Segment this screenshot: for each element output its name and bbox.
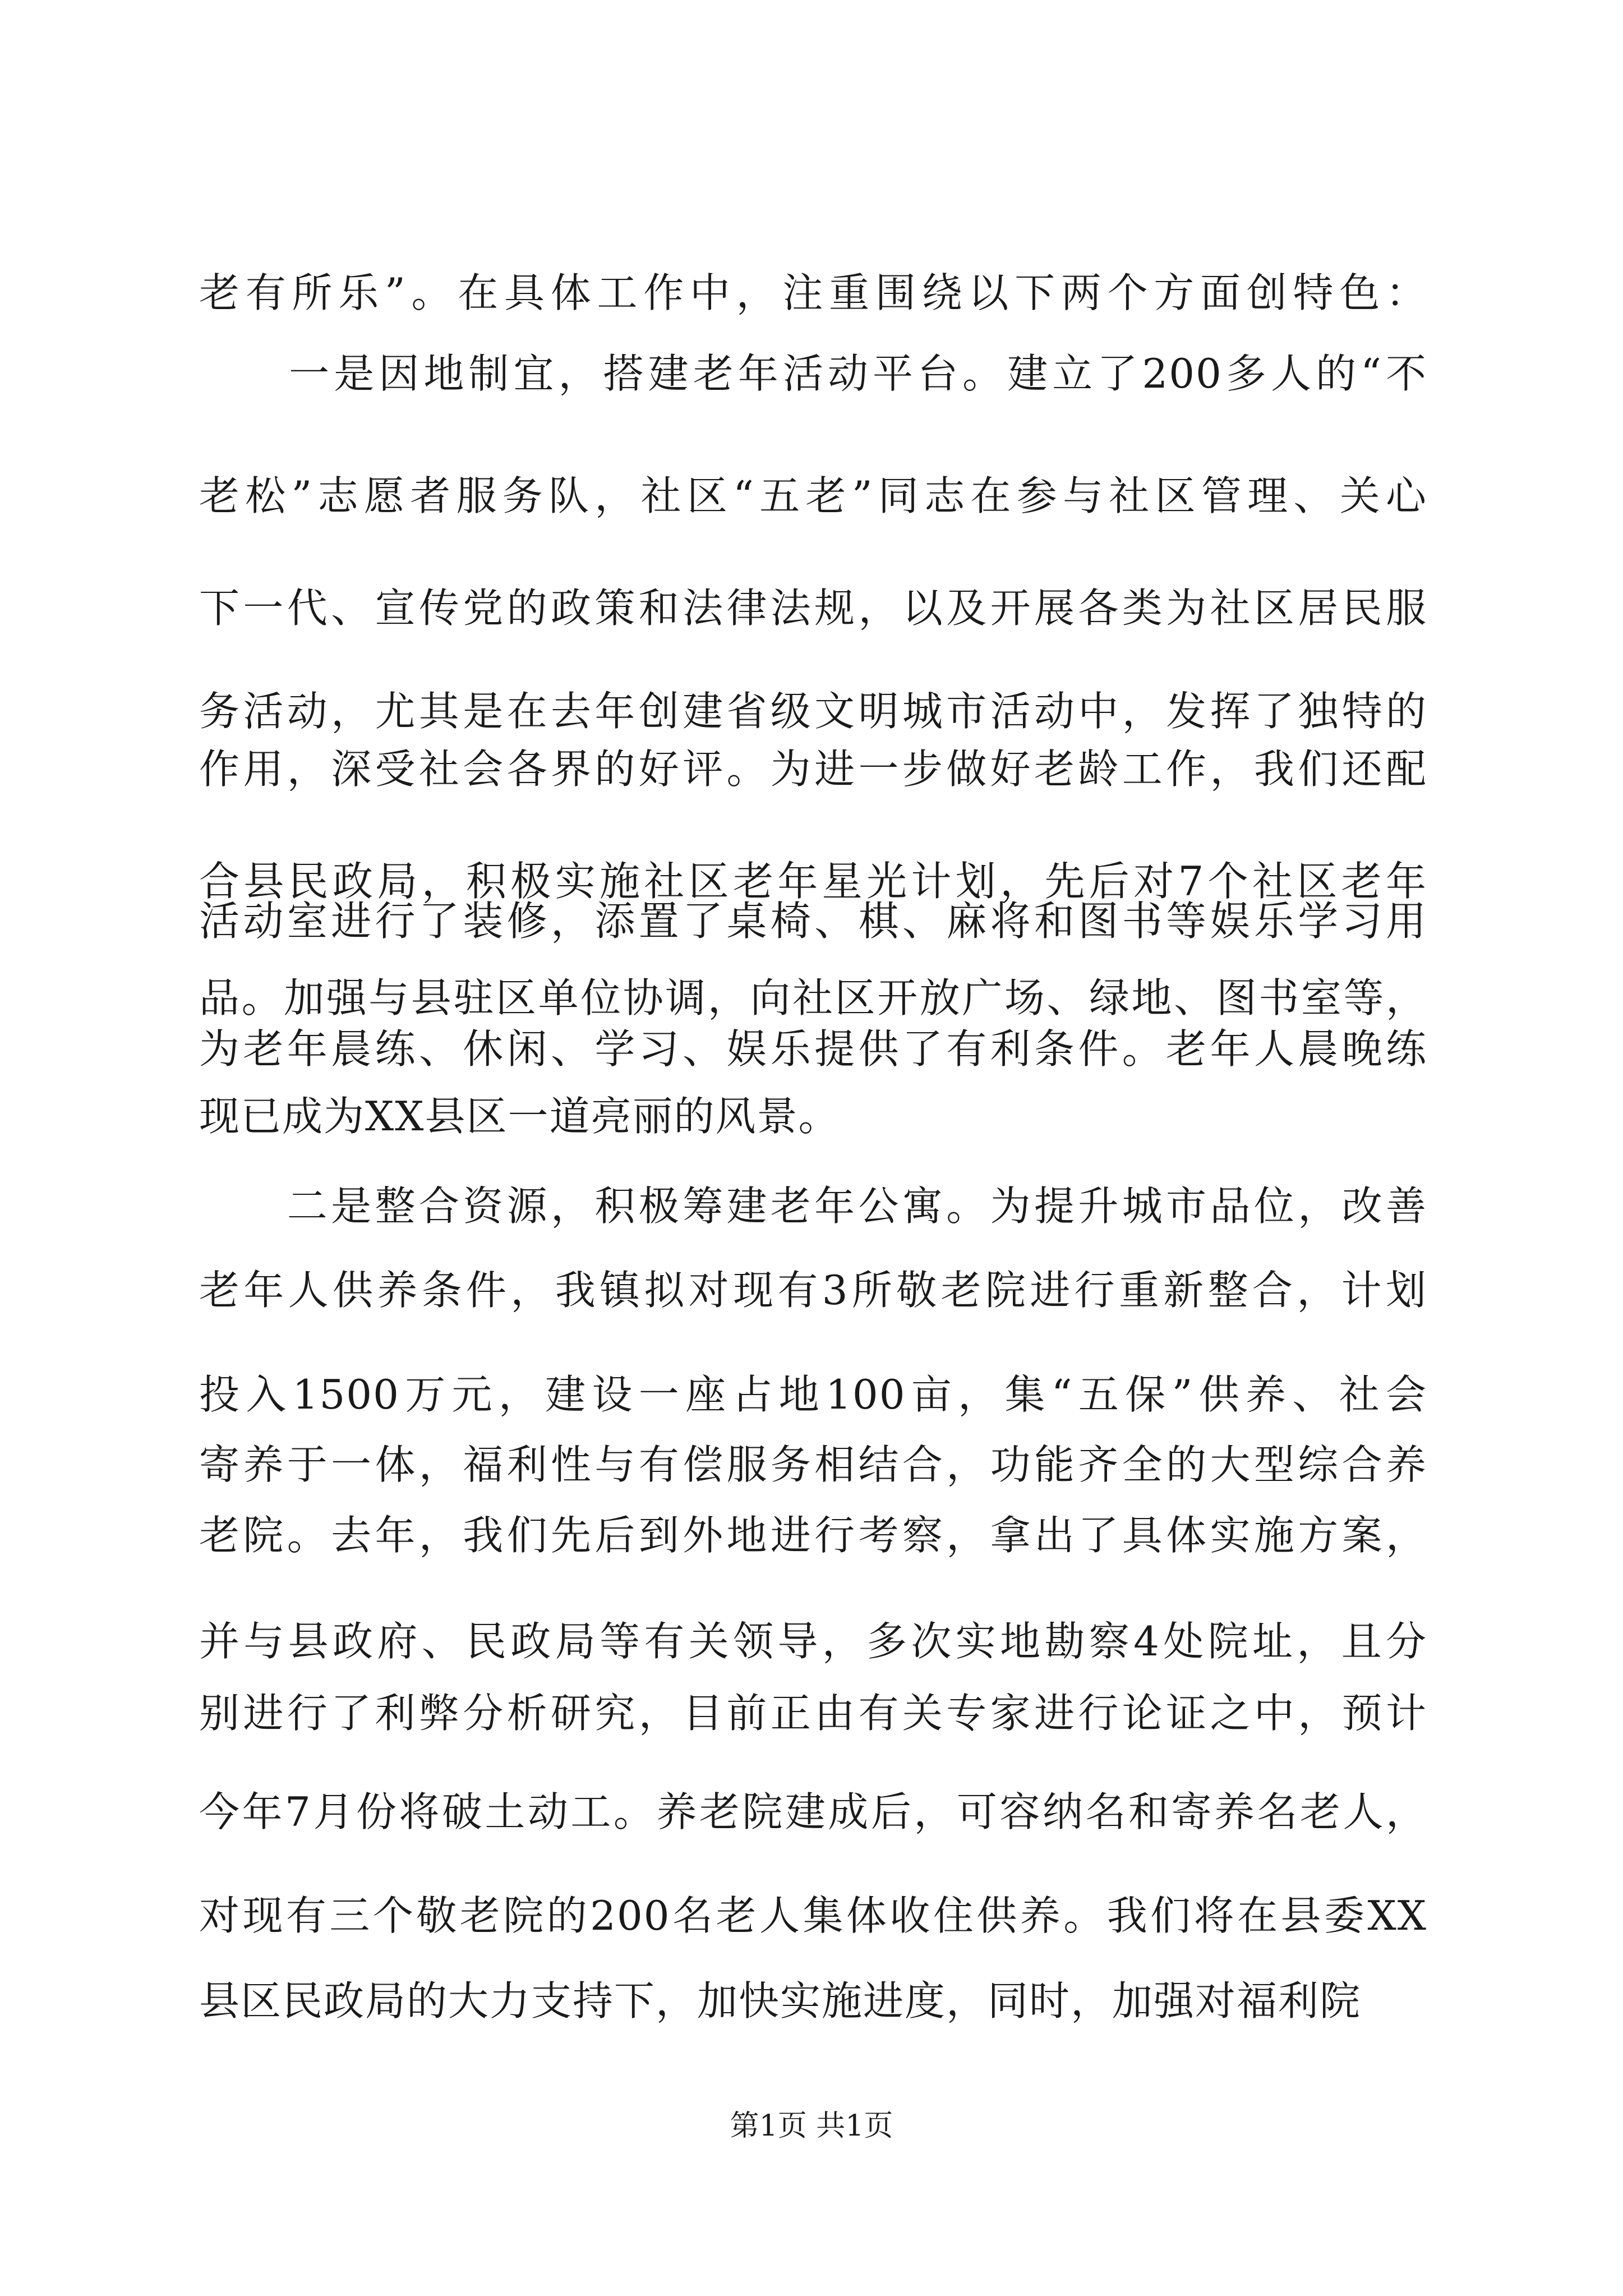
text-line: 别进行了利弊分析研究，目前正由有关专家进行论证之中，预计 (199, 1690, 1427, 1737)
text-line: 老松”志愿者服务队，社区“五老”同志在参与社区管理、关心 (199, 472, 1427, 519)
text-line: 作用，深受社会各界的好评。为进一步做好老龄工作，我们还配 (199, 746, 1427, 793)
text-line: 活动室进行了装修，添置了桌椅、棋、麻将和图书等娱乐学习用 (199, 898, 1427, 945)
text-line: 今年7月份将破土动工。养老院建成后，可容纳名和寄养名老人， (199, 1788, 1427, 1835)
text-line: 投入1500万元，建设一座占地100亩，集“五保”供养、社会 (199, 1371, 1427, 1418)
text-line: 对现有三个敬老院的200名老人集体收住供养。我们将在县委XX (199, 1892, 1427, 1939)
page-footer: 第1页 共1页 (730, 2109, 893, 2143)
text-line: 县区民政局的大力支持下，加快实施进度，同时，加强对福利院 (199, 1977, 1362, 2024)
text-line: 为老年晨练、休闲、学习、娱乐提供了有利条件。老年人晨晚练 (199, 1025, 1427, 1073)
text-line: 下一代、宣传党的政策和法律法规，以及开展各类为社区居民服 (199, 585, 1427, 632)
text-line: 老年人供养条件，我镇拟对现有3所敬老院进行重新整合，计划 (199, 1267, 1427, 1314)
text-line: 合县民政局，积极实施社区老年星光计划，先后对7个社区老年 (199, 858, 1427, 905)
text-line: 一是因地制宜，搭建老年活动平台。建立了200多人的“不 (199, 350, 1427, 397)
text-line: 二是整合资源，积极筹建老年公寓。为提升城市品位，改善 (199, 1182, 1427, 1230)
text-line: 并与县政府、民政局等有关领导，多次实地勘察4处院址，且分 (199, 1618, 1427, 1665)
text-line: 现已成为XX县区一道亮丽的风景。 (199, 1093, 840, 1140)
text-line: 老院。去年，我们先后到外地进行考察，拿出了具体实施方案， (199, 1512, 1427, 1559)
text-line: 品。加强与县驻区单位协调，向社区开放广场、绿地、图书室等， (199, 974, 1427, 1022)
text-line: 务活动，尤其是在去年创建省级文明城市活动中，发挥了独特的 (199, 688, 1427, 735)
text-line: 老有所乐”。在具体工作中，注重围绕以下两个方面创特色： (199, 269, 1427, 316)
text-line: 寄养于一体，福利性与有偿服务相结合，功能齐全的大型综合养 (199, 1441, 1427, 1488)
